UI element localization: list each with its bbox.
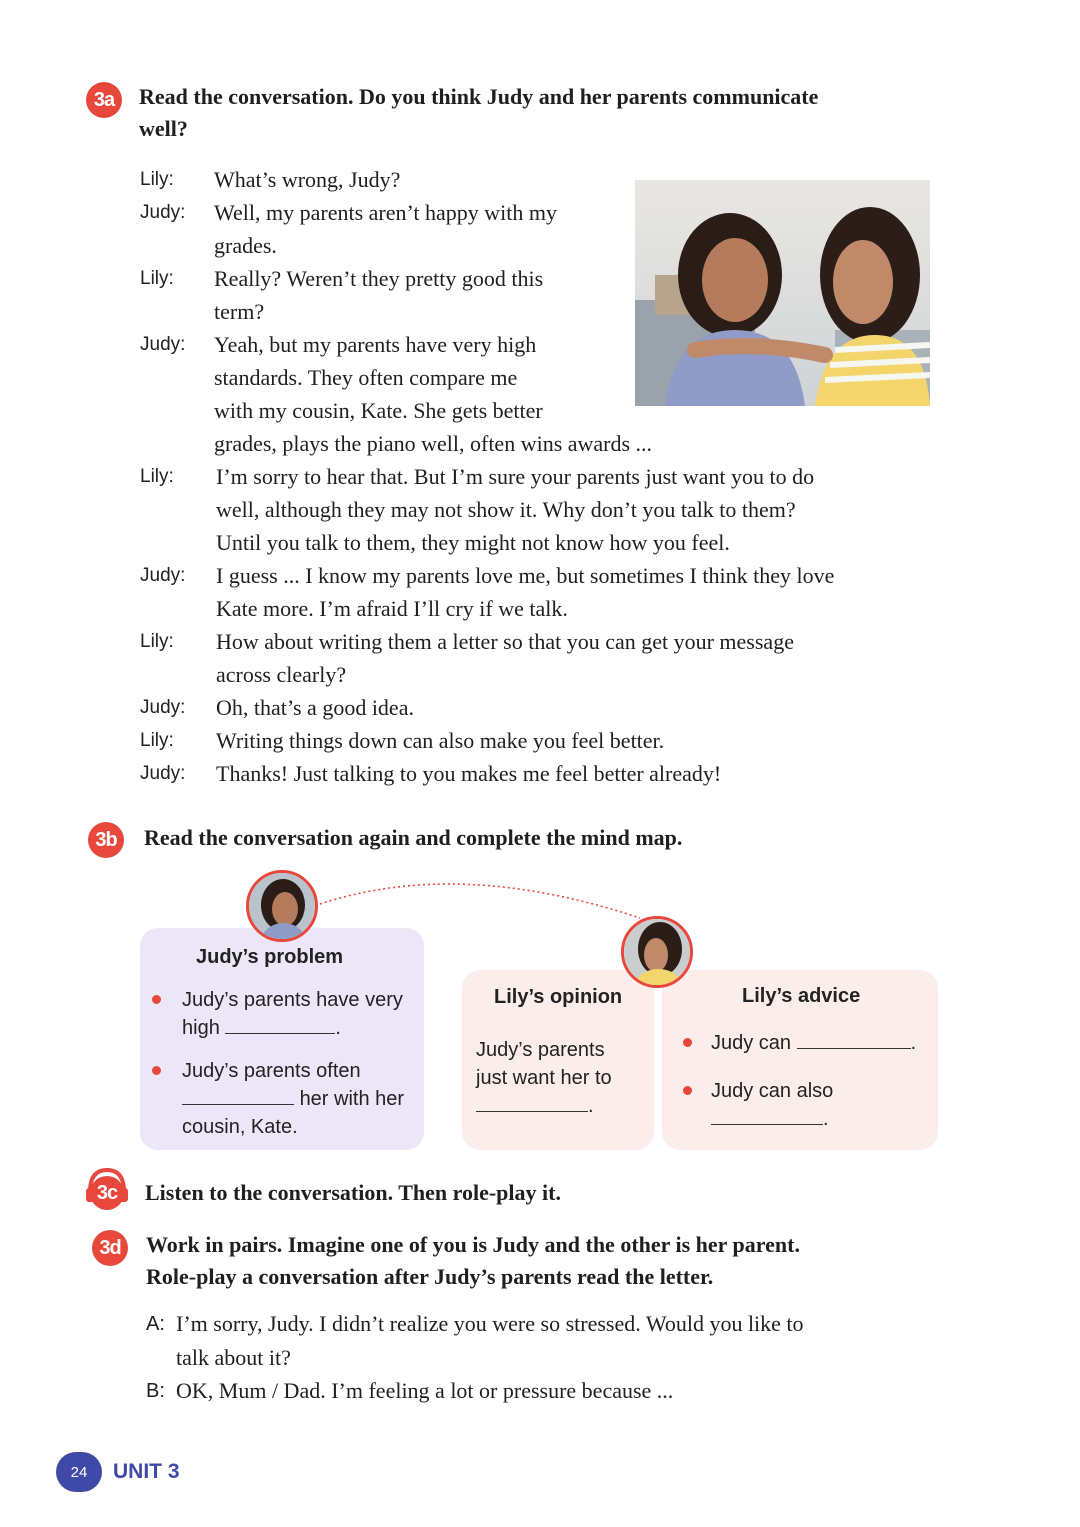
blank-5[interactable] bbox=[711, 1106, 823, 1125]
section-3d-heading: Work in pairs. Imagine one of you is Judy and the other is her parent. Role-play a conversation after Judy’s parents read the letter. bbox=[146, 1232, 800, 1289]
section-badge-3d: 3d bbox=[92, 1230, 128, 1266]
judy-avatar bbox=[246, 870, 318, 942]
bullet bbox=[152, 995, 161, 1004]
problem-bullet-2: Judy’s parents often her with her cousin, Kate. bbox=[182, 1060, 405, 1138]
section-3a-heading: Read the conversation. Do you think Judy and her parents communicate well? bbox=[139, 84, 819, 141]
dialogue-line: I’m sorry to hear that. But I’m sure your parents just want you to do bbox=[216, 464, 815, 489]
dialogue-line: grades, plays the piano well, often wins awards ... bbox=[214, 431, 653, 456]
page-number: 24 bbox=[56, 1452, 102, 1492]
problem-title: Judy’s problem bbox=[196, 946, 344, 968]
dialogue-line: Well, my parents aren’t happy with my bbox=[214, 200, 558, 225]
section-badge-3b: 3b bbox=[88, 822, 124, 858]
bullet bbox=[683, 1038, 692, 1047]
line-b-1: OK, Mum / Dad. I’m feeling a lot or pressure because ... bbox=[176, 1378, 674, 1403]
blank-2[interactable] bbox=[182, 1086, 294, 1105]
opinion-text: Judy’s parents just want her to . bbox=[476, 1039, 612, 1117]
line-a-1: I’m sorry, Judy. I didn’t realize you were so stressed. Would you like to bbox=[176, 1311, 804, 1336]
dialogue-line: What’s wrong, Judy? bbox=[214, 167, 401, 192]
dialogue-line: How about writing them a letter so that you can get your message bbox=[216, 629, 794, 654]
speaker-label: Judy: bbox=[140, 763, 186, 784]
bullet bbox=[683, 1086, 692, 1095]
speaker-b: B: bbox=[146, 1380, 165, 1402]
dialogue-line: Kate more. I’m afraid I’ll cry if we talk. bbox=[216, 596, 568, 621]
speaker-label: Lily: bbox=[140, 631, 174, 652]
photo-two-girls bbox=[635, 180, 930, 406]
speaker-a: A: bbox=[146, 1313, 165, 1335]
line-a-2: talk about it? bbox=[176, 1345, 291, 1370]
problem-bullet-1: Judy’s parents have very high . bbox=[182, 989, 403, 1039]
speaker-label: Lily: bbox=[140, 466, 174, 487]
dialogue-line: well, although they may not show it. Why don’t you talk to them? bbox=[216, 497, 796, 522]
lily-avatar bbox=[621, 916, 693, 988]
blank-3[interactable] bbox=[476, 1093, 588, 1112]
dialogue-line: across clearly? bbox=[216, 662, 347, 687]
blank-1[interactable] bbox=[225, 1015, 335, 1034]
speaker-label: Judy: bbox=[140, 202, 186, 223]
dialogue-line: grades. bbox=[214, 233, 277, 258]
bullet bbox=[152, 1066, 161, 1075]
speaker-label: Lily: bbox=[140, 268, 174, 289]
advice-title: Lily’s advice bbox=[742, 985, 861, 1007]
dialogue-line: Oh, that’s a good idea. bbox=[216, 695, 414, 720]
section-3c-heading: Listen to the conversation. Then role-play it. bbox=[145, 1180, 561, 1205]
section-badge-3a: 3a bbox=[86, 82, 122, 118]
dialogue-line: Really? Weren’t they pretty good this bbox=[214, 266, 544, 291]
speaker-label: Lily: bbox=[140, 730, 174, 751]
dialogue-line: with my cousin, Kate. She gets better bbox=[214, 398, 543, 423]
speaker-label: Judy: bbox=[140, 565, 186, 586]
advice-bullet-2: Judy can also . bbox=[711, 1080, 834, 1130]
blank-4[interactable] bbox=[797, 1030, 911, 1049]
dialogue-line: Until you talk to them, they might not know how you feel. bbox=[216, 530, 730, 555]
speaker-label: Lily: bbox=[140, 169, 174, 190]
section-3b-heading: Read the conversation again and complete the mind map. bbox=[144, 825, 683, 850]
dialogue-line: term? bbox=[214, 299, 265, 324]
speaker-label: Judy: bbox=[140, 697, 186, 718]
section-badge-3c: 3c bbox=[90, 1176, 124, 1210]
mind-map-connector bbox=[310, 868, 650, 928]
dialogue-line: Thanks! Just talking to you makes me feel better already! bbox=[216, 761, 722, 786]
unit-label: UNIT 3 bbox=[113, 1460, 180, 1483]
speaker-label: Judy: bbox=[140, 334, 186, 355]
dialogue-line: standards. They often compare me bbox=[214, 365, 518, 390]
dialogue-line: I guess ... I know my parents love me, but sometimes I think they love bbox=[216, 563, 835, 588]
advice-bullet-1: Judy can . bbox=[711, 1032, 917, 1054]
dialogue-line: Writing things down can also make you feel better. bbox=[216, 728, 665, 753]
dialogue-line: Yeah, but my parents have very high bbox=[214, 332, 537, 357]
opinion-title: Lily’s opinion bbox=[494, 986, 623, 1008]
